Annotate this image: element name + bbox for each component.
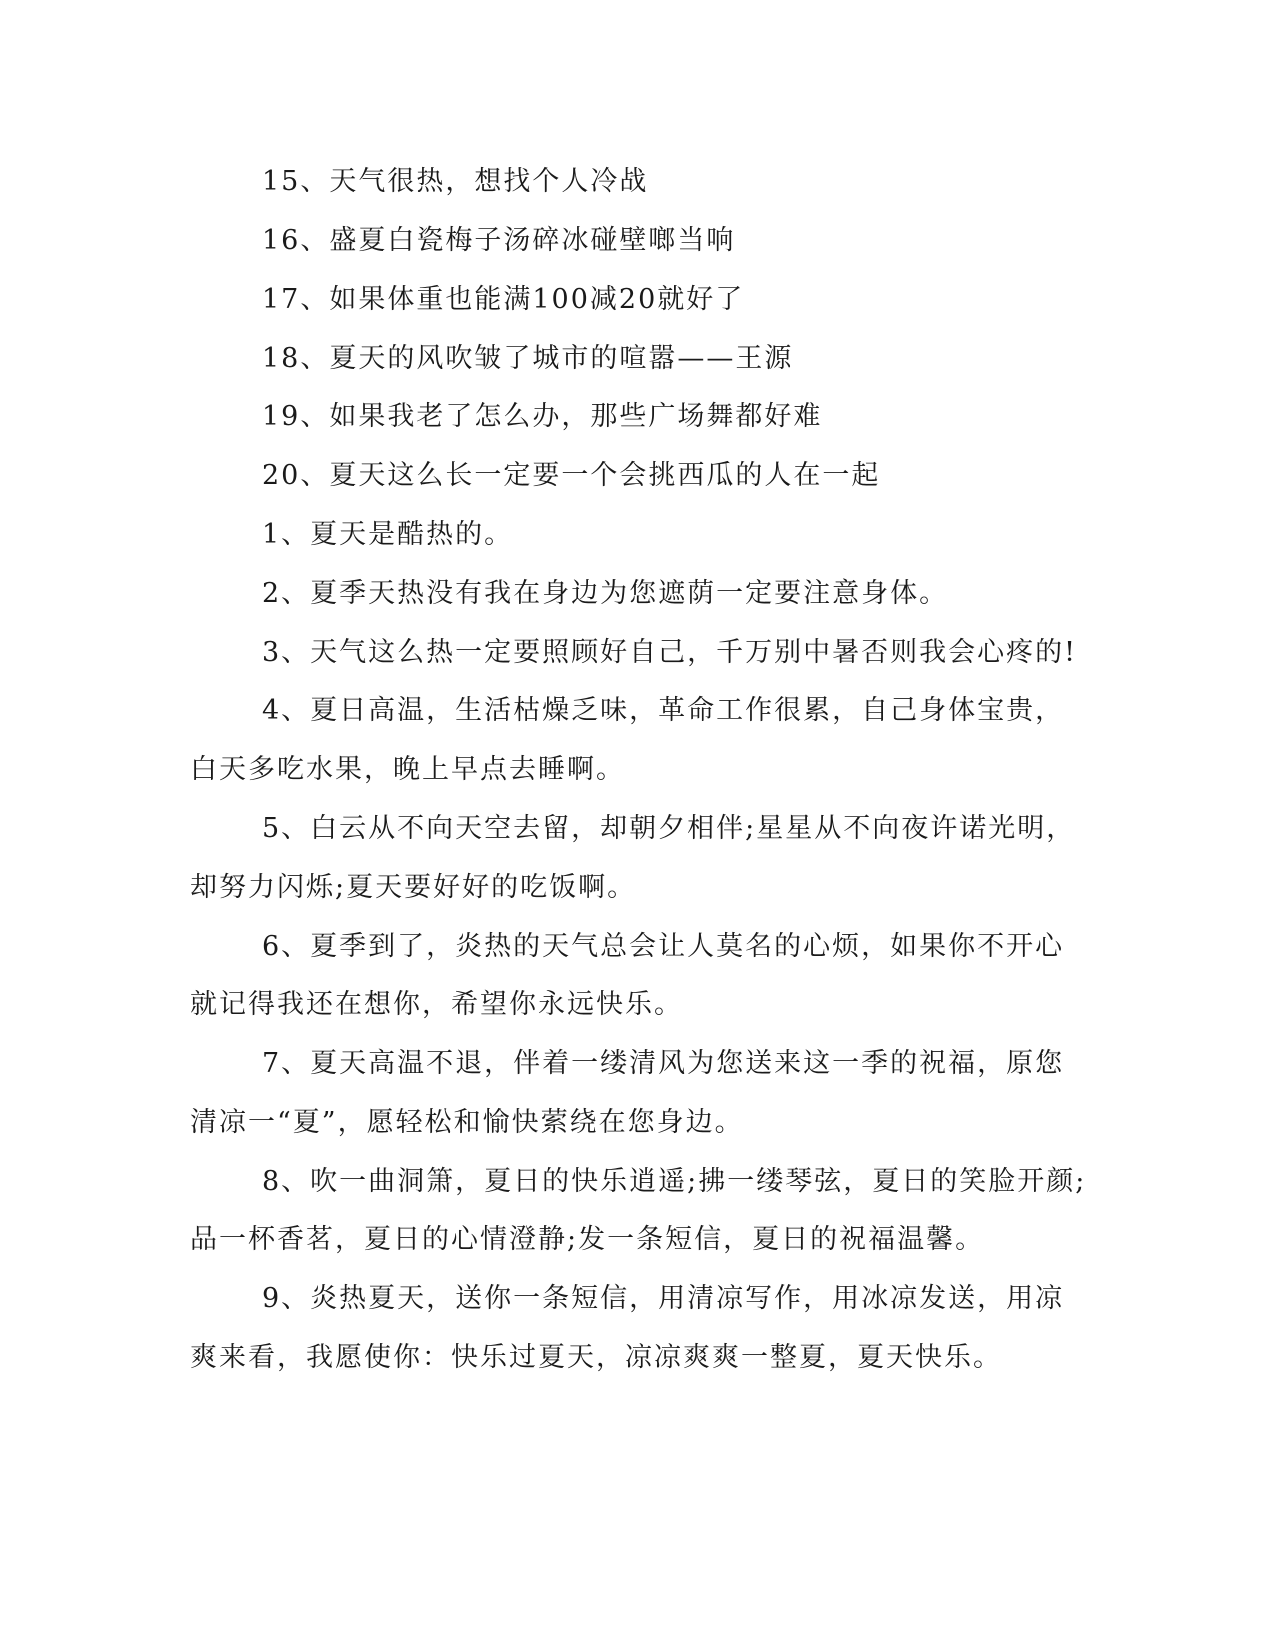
paragraph-7-line-2: 清凉一“夏”，愿轻松和愉快萦绕在您身边。 [190,1107,744,1138]
paragraph-18: 18、夏天的风吹皱了城市的喧嚣——王源 [262,343,794,374]
paragraph-20: 20、夏天这么长一定要一个会挑西瓜的人在一起 [262,460,881,491]
paragraph-2: 2、夏季天热没有我在身边为您遮荫一定要注意身体。 [262,578,949,609]
paragraph-9-line-1: 9、炎热夏天，送你一条短信，用清凉写作，用冰凉发送，用凉 [262,1283,1065,1314]
paragraph-17: 17、如果体重也能满100减20就好了 [262,284,745,315]
paragraph-4-line-1: 4、夏日高温，生活枯燥乏味，革命工作很累，自己身体宝贵， [262,695,1065,726]
paragraph-8-line-2: 品一杯香茗，夏日的心情澄静;发一条短信，夏日的祝福温馨。 [190,1224,985,1255]
paragraph-7-line-1: 7、夏天高温不退，伴着一缕清风为您送来这一季的祝福，原您 [262,1048,1065,1079]
paragraph-5-line-1: 5、白云从不向天空去留，却朝夕相伴;星星从不向夜许诺光明， [262,813,1076,844]
paragraph-6-line-1: 6、夏季到了，炎热的天气总会让人莫名的心烦，如果你不开心 [262,931,1065,962]
paragraph-19: 19、如果我老了怎么办，那些广场舞都好难 [262,401,823,432]
paragraph-9-line-2: 爽来看，我愿使你：快乐过夏天，凉凉爽爽一整夏，夏天快乐。 [190,1342,1002,1373]
paragraph-8-line-1: 8、吹一曲洞箫，夏日的快乐逍遥;拂一缕琴弦，夏日的笑脸开颜; [262,1166,1087,1197]
paragraph-16: 16、盛夏白瓷梅子汤碎冰碰壁啷当响 [262,225,736,256]
paragraph-5-line-2: 却努力闪烁;夏天要好好的吃饭啊。 [190,872,637,903]
paragraph-15: 15、天气很热，想找个人冷战 [262,166,649,197]
paragraph-6-line-2: 就记得我还在想你，希望你永远快乐。 [190,989,683,1020]
paragraph-3: 3、天气这么热一定要照顾好自己，千万别中暑否则我会心疼的! [262,637,1078,668]
paragraph-4-line-2: 白天多吃水果，晚上早点去睡啊。 [190,754,625,785]
paragraph-1: 1、夏天是酷热的。 [262,519,514,550]
